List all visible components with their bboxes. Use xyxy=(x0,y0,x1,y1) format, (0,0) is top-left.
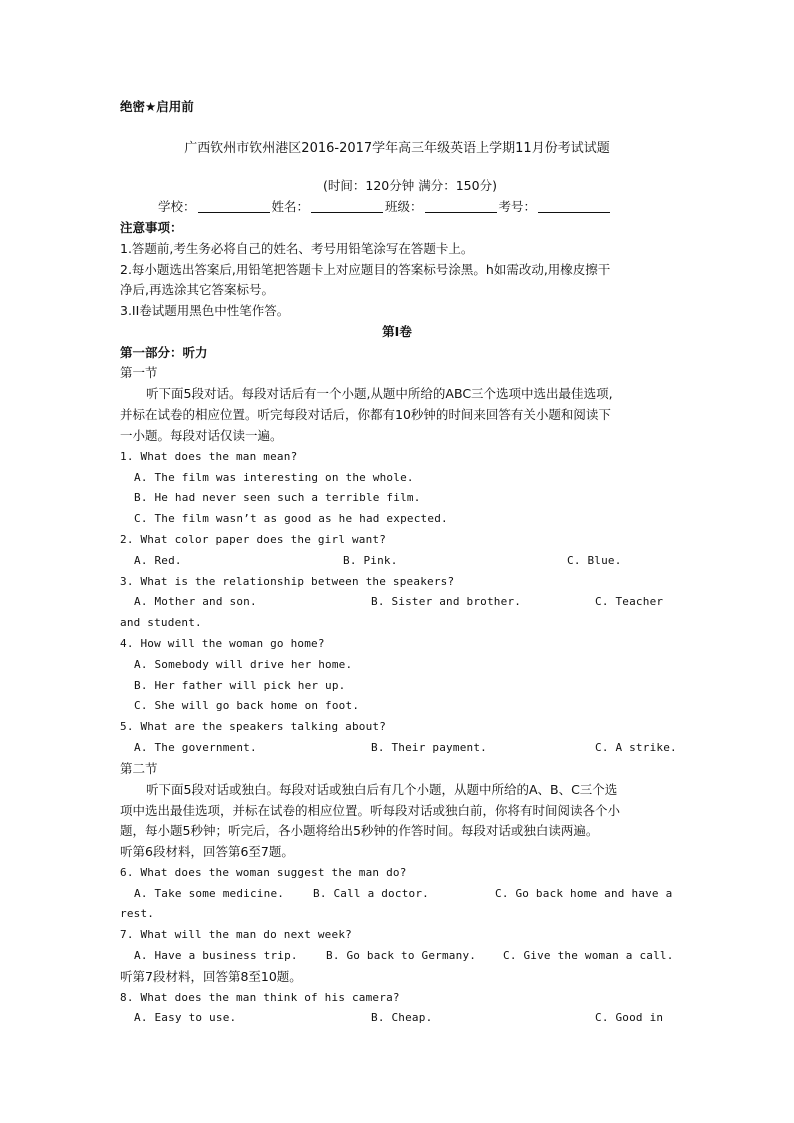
option-a: A. The government. xyxy=(134,741,257,754)
option-b: B. Their payment. xyxy=(371,741,487,754)
material-heading: 听第6段材料，回答第6至7题。 xyxy=(120,844,294,859)
name-label: 姓名： xyxy=(271,199,310,214)
option-c-continued: rest. xyxy=(120,907,155,920)
option-c: C. Go back home and have a xyxy=(495,887,673,900)
class-label: 班级： xyxy=(385,199,423,214)
option-a: A. Have a business trip. xyxy=(134,949,298,962)
option-c: C. Good in xyxy=(595,1011,664,1024)
question-stem: 8. What does the man think of his camera? xyxy=(120,991,400,1004)
class-blank[interactable] xyxy=(425,200,497,213)
secret-mark: 绝密★启用前 xyxy=(120,99,194,114)
school-blank[interactable] xyxy=(198,200,270,213)
option-b: B. Cheap. xyxy=(371,1011,433,1024)
option-a: A. Red. xyxy=(134,554,182,567)
question-stem: 3. What is the relationship between the speakers? xyxy=(120,575,455,588)
section2-instruction: 项中选出最佳选项，并标在试卷的相应位置。听每段对话或独白前，你将有时间阅读各个小 xyxy=(120,803,621,818)
part1-title: 第一部分：听力 xyxy=(120,345,208,360)
section1-title: 第一节 xyxy=(120,365,158,380)
option-c-continued: and student. xyxy=(120,616,202,629)
question-stem: 1. What does the man mean? xyxy=(120,450,298,463)
notice-item: 3.II卷试题用黑色中性笔作答。 xyxy=(120,303,290,318)
option-a: A. Somebody will drive her home. xyxy=(134,658,353,671)
option-c: C. The film wasn’t as good as he had expected. xyxy=(134,512,448,525)
question-stem: 2. What color paper does the girl want? xyxy=(120,533,387,546)
section1-instruction: 并标在试卷的相应位置。听完每段对话后，你都有10秒钟的时间来回答有关小题和阅读下 xyxy=(120,407,611,422)
question-stem: 7. What will the man do next week? xyxy=(120,928,352,941)
exam-no-blank[interactable] xyxy=(538,200,610,213)
option-b: B. Call a doctor. xyxy=(313,887,429,900)
option-c: C. She will go back home on foot. xyxy=(134,699,360,712)
section1-instruction: 听下面5段对话。每段对话后有一个小题,从题中所给的ABC三个选项中选出最佳选项, xyxy=(146,386,613,401)
student-info-row xyxy=(158,198,612,216)
option-a: A. Take some medicine. xyxy=(134,887,285,900)
notice-item: 净后,再选涂其它答案标号。 xyxy=(120,282,274,297)
question-stem: 4. How will the woman go home? xyxy=(120,637,325,650)
exam-title: 广西钦州市钦州港区2016-2017学年高三年级英语上学期11月份考试试题 xyxy=(184,141,610,156)
option-b: B. Pink. xyxy=(343,554,398,567)
question-stem: 5. What are the speakers talking about? xyxy=(120,720,387,733)
section2-instruction: 题，每小题5秒钟；听完后，各小题将给出5秒钟的作答时间。每段对话或独白读两遍。 xyxy=(120,823,599,838)
option-b: B. Her father will pick her up. xyxy=(134,679,346,692)
option-a: A. The film was interesting on the whole. xyxy=(134,471,414,484)
name-blank[interactable] xyxy=(311,200,383,213)
time-info: (时间：120分钟 满分：150分) xyxy=(323,178,497,193)
option-b: B. Go back to Germany. xyxy=(326,949,477,962)
exam-no-label: 考号： xyxy=(498,199,537,214)
option-c: C. Blue. xyxy=(567,554,622,567)
school-label: 学校： xyxy=(158,199,196,214)
option-a: A. Mother and son. xyxy=(134,595,257,608)
notice-title: 注意事项： xyxy=(120,220,183,235)
volume-title: 第I卷 xyxy=(382,324,412,339)
notice-item: 1.答题前,考生务必将自己的姓名、考号用铅笔涂写在答题卡上。 xyxy=(120,241,474,256)
question-stem: 6. What does the woman suggest the man do? xyxy=(120,866,407,879)
option-b: B. Sister and brother. xyxy=(371,595,522,608)
option-c: C. A strike. xyxy=(595,741,677,754)
option-b: B. He had never seen such a terrible film. xyxy=(134,491,421,504)
section2-instruction: 听下面5段对话或独白。每段对话或独白后有几个小题，从题中所给的A、B、C三个选 xyxy=(146,782,618,797)
option-a: A. Easy to use. xyxy=(134,1011,237,1024)
section1-instruction: 一小题。每段对话仅读一遍。 xyxy=(120,428,283,443)
option-c: C. Teacher xyxy=(595,595,664,608)
section2-title: 第二节 xyxy=(120,761,158,776)
material-heading: 听第7段材料，回答第8至10题。 xyxy=(120,969,302,984)
option-c: C. Give the woman a call. xyxy=(503,949,674,962)
notice-item: 2.每小题选出答案后,用铅笔把答题卡上对应题目的答案标号涂黑。h如需改动,用橡皮擦干 xyxy=(120,262,611,277)
